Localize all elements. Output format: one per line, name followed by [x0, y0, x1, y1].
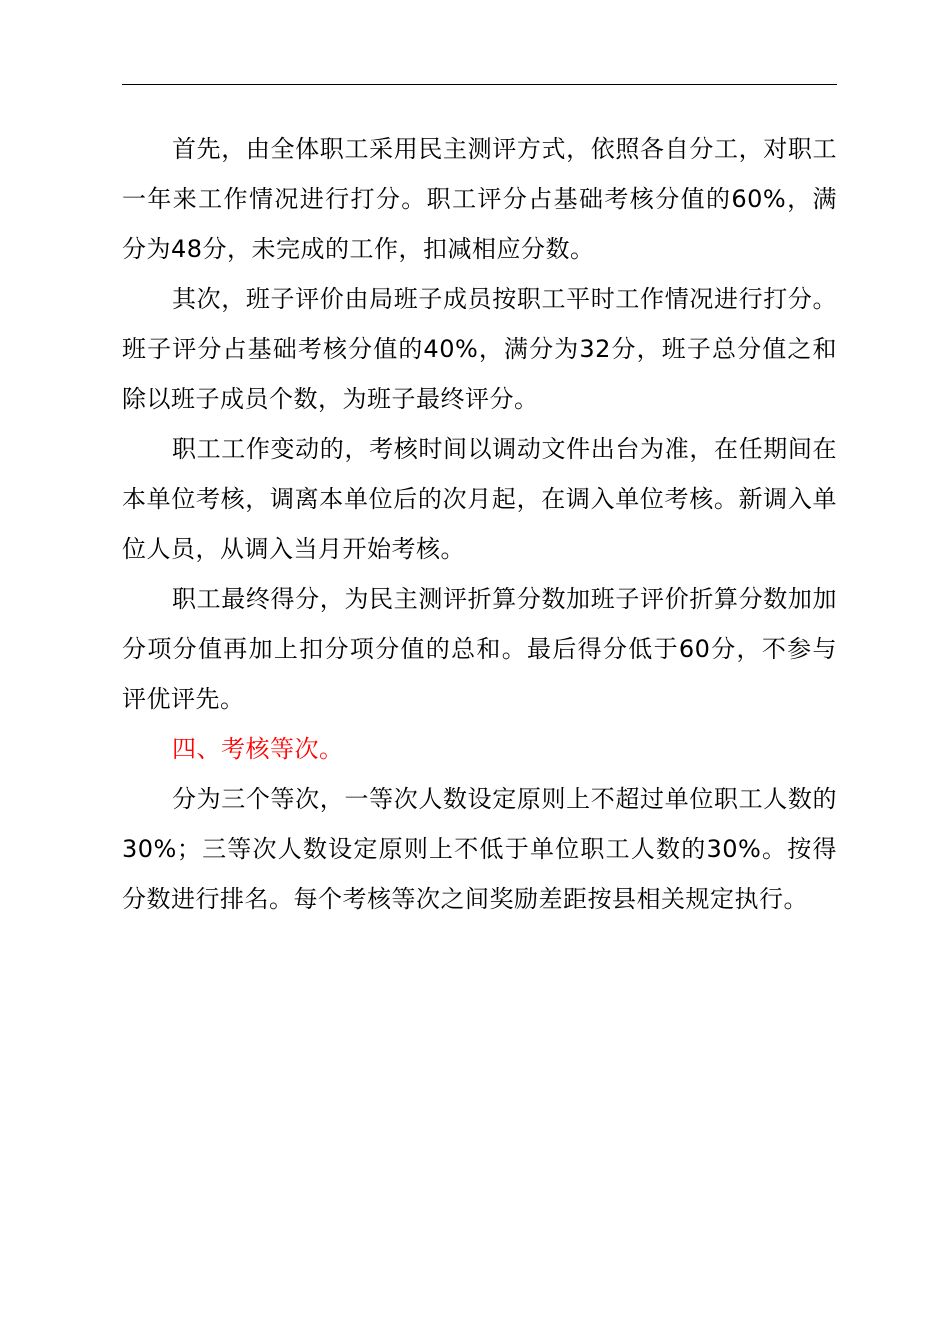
paragraph-leadership-evaluation: 其次，班子评价由局班子成员按职工平时工作情况进行打分。班子评分占基础考核分值的40%，满分为32分，班子总分值之和除以班子成员个数，为班子最终评分。: [122, 285, 837, 413]
section-heading: 四、考核等次。: [172, 735, 344, 763]
paragraph-democratic-evaluation: 首先，由全体职工采用民主测评方式，依照各自分工，对职工一年来工作情况进行打分。职工评分占基础考核分值的60%，满分为48分，未完成的工作，扣减相应分数。: [122, 135, 837, 263]
paragraph-grade-levels: 分为三个等次，一等次人数设定原则上不超过单位职工人数的30%；三等次人数设定原则上不低于单位职工人数的30%。按得分数进行排名。每个考核等次之间奖励差距按县相关规定执行。: [122, 785, 837, 913]
paragraph-job-change: 职工工作变动的，考核时间以调动文件出台为准，在任期间在本单位考核，调离本单位后的次月起，在调入单位考核。新调入单位人员，从调入当月开始考核。: [122, 435, 837, 563]
header-rule: [122, 84, 837, 85]
paragraph-final-score: 职工最终得分，为民主测评折算分数加班子评价折算分数加加分项分值再加上扣分项分值的总和。最后得分低于60分，不参与评优评先。: [122, 585, 837, 713]
document-body: [122, 124, 837, 924]
